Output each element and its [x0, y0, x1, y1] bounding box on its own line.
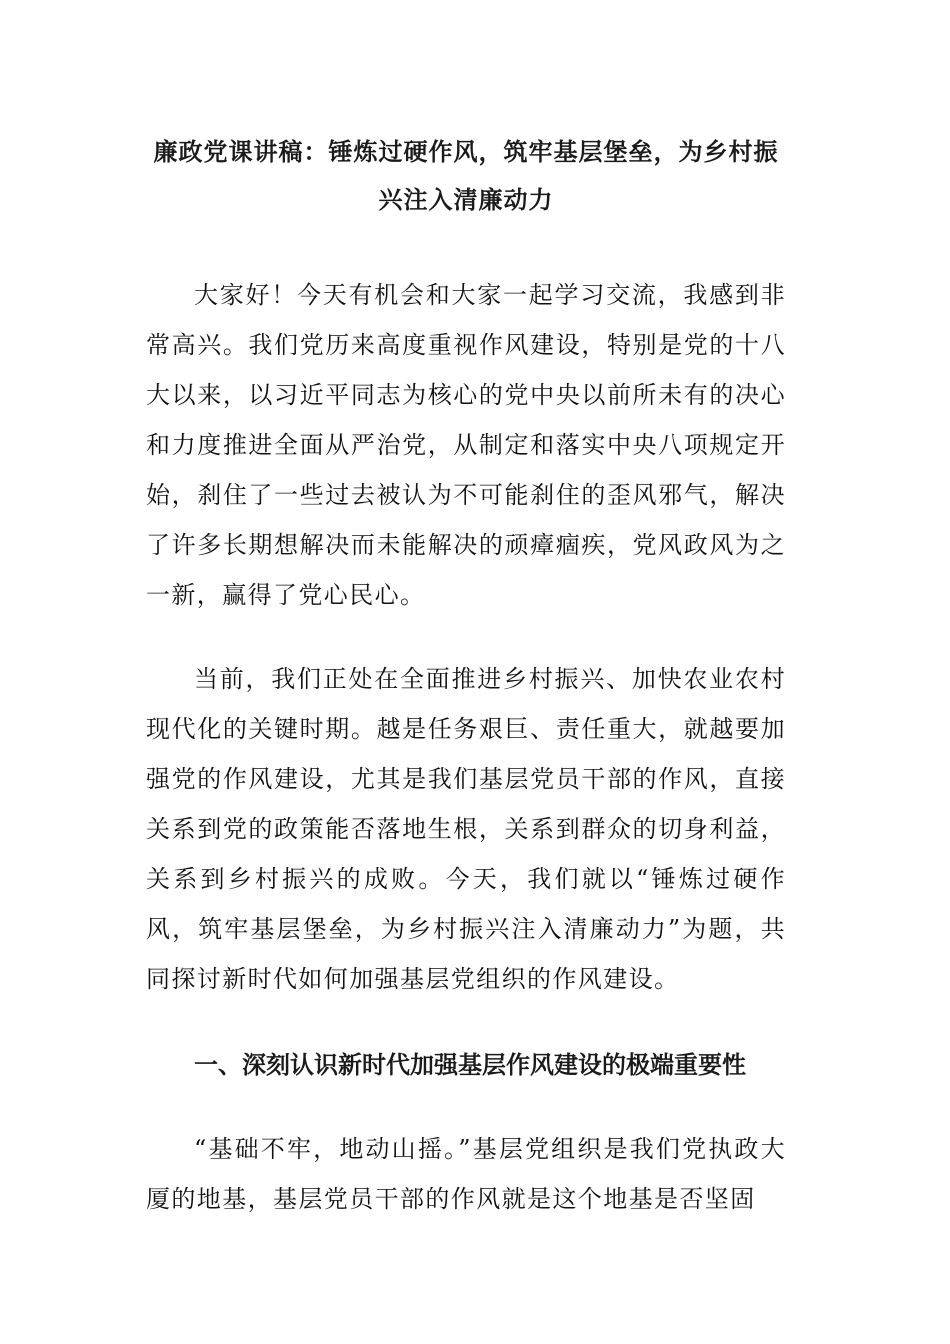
body-paragraph-2: 当前，我们正处在全面推进乡村振兴、加快农业农村现代化的关键时期。越是任务艰巨、责任重大，就越要加强党的作风建设，尤其是我们基层党员干部的作风，直接关系到党的政策能否落地生根，关系到群众的切身利益，关系到乡村振兴的成败。今天，我们就以“锤炼过硬作风，筑牢基层堡垒，为乡村振兴注入清廉动力”为题，共同探讨新时代如何加强基层党组织的作风建设。 [146, 665, 786, 993]
document-title: 廉政党课讲稿：锤炼过硬作风，筑牢基层堡垒，为乡村振兴注入清廉动力 [153, 138, 779, 214]
section-heading: 一、深刻认识新时代加强基层作风建设的极端重要性 [194, 1051, 746, 1079]
section-paragraph: “基础不牢，地动山摇。”基层党组织是我们党执政大厦的地基，基层党员干部的作风就是这个地基是否坚固 [146, 1135, 786, 1213]
body-paragraph-1: 大家好！今天有机会和大家一起学习交流，我感到非常高兴。我们党历来高度重视作风建设，特别是党的十八大以来，以习近平同志为核心的党中央以前所未有的决心和力度推进全面从严治党，从制定和落实中央八项规定开始，刹住了一些过去被认为不可能刹住的歪风邪气，解决了许多长期想解决而未能解决的顽瘴痼疾，党风政风为之一新，赢得了党心民心。 [146, 281, 786, 609]
document-page [146, 128, 786, 1224]
